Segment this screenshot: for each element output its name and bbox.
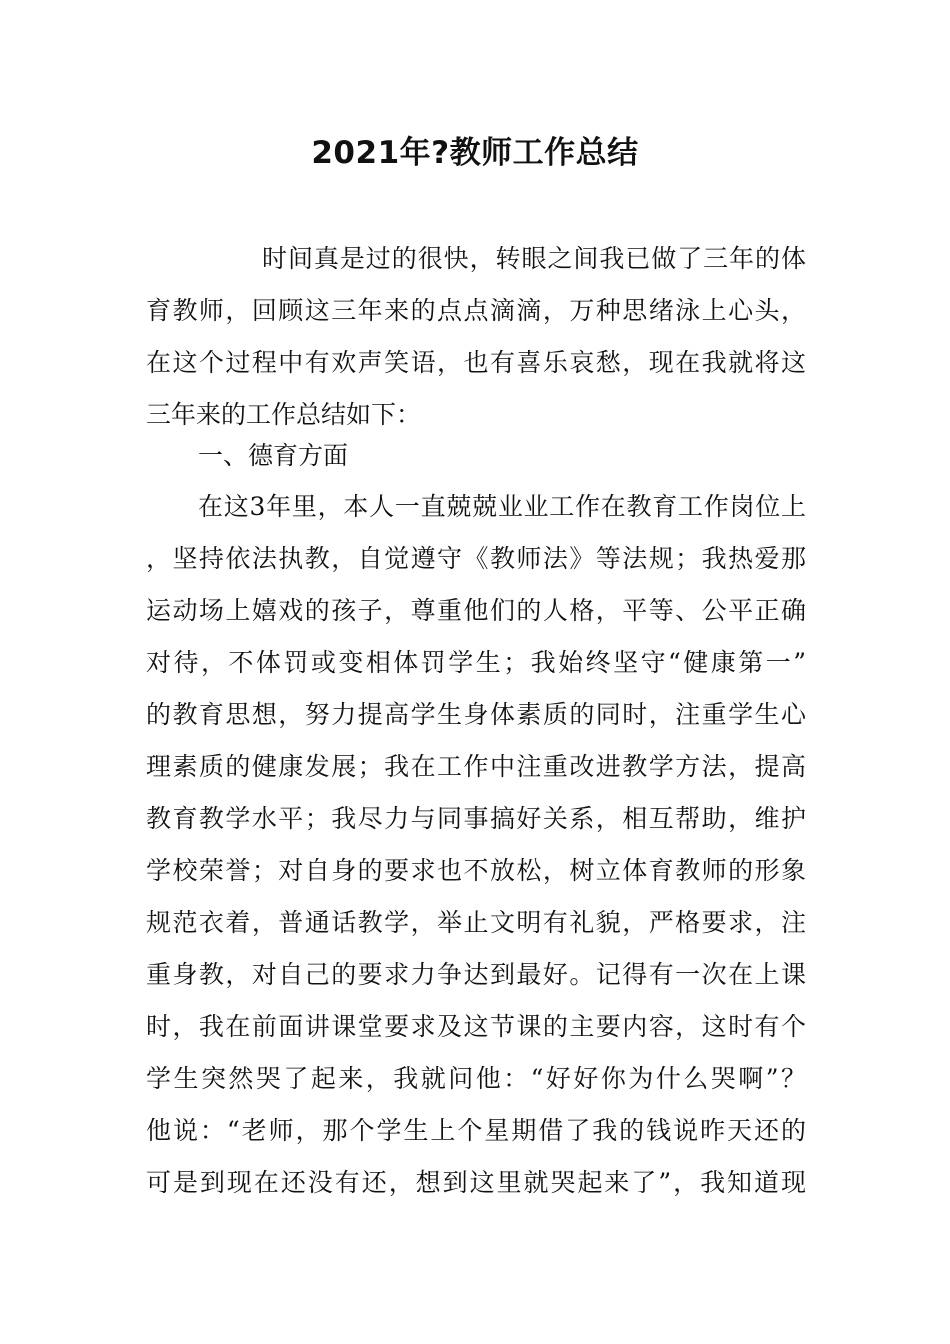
paragraph-line: 重身教，对自己的要求力争达到最好。记得有一次在上课: [146, 960, 806, 989]
paragraph-line: 规范衣着，普通话教学，举止文明有礼貌，严格要求，注: [146, 908, 806, 937]
paragraph-line: 理素质的健康发展；我在工作中注重改进教学方法，提高: [146, 752, 806, 781]
document-title: 2021年?教师工作总结: [311, 135, 639, 171]
paragraph-line: 时间真是过的很快，转眼之间我已做了三年的体: [262, 244, 806, 273]
section-heading: 一、德育方面: [198, 441, 349, 470]
paragraph-line: 运动场上嬉戏的孩子，尊重他们的人格，平等、公平正确: [146, 596, 806, 625]
paragraph-line: ，坚持依法执教，自觉遵守《教师法》等法规；我热爱那: [146, 544, 806, 573]
paragraph-line: 可是到现在还没有还，想到这里就哭起来了”，我知道现: [146, 1168, 806, 1197]
paragraph-line: 他说：“老师，那个学生上个星期借了我的钱说昨天还的: [146, 1116, 806, 1145]
paragraph-line: 在这3年里，本人一直兢兢业业工作在教育工作岗位上: [198, 492, 806, 521]
paragraph-line: 对待，不体罚或变相体罚学生；我始终坚守“健康第一”: [146, 648, 806, 677]
paragraph-line: 教育教学水平；我尽力与同事搞好关系，相互帮助，维护: [146, 804, 806, 833]
paragraph-line: 学校荣誉；对自身的要求也不放松，树立体育教师的形象: [146, 856, 806, 885]
paragraph-line: 的教育思想，努力提高学生身体素质的同时，注重学生心: [146, 700, 806, 729]
paragraph-line: 在这个过程中有欢声笑语，也有喜乐哀愁，现在我就将这: [146, 348, 806, 377]
paragraph-line: 时，我在前面讲课堂要求及这节课的主要内容，这时有个: [146, 1012, 806, 1041]
paragraph-line: 三年来的工作总结如下：: [146, 400, 422, 429]
paragraph-line: 学生突然哭了起来，我就问他：“好好你为什么哭啊”？: [146, 1064, 806, 1093]
paragraph-line: 育教师，回顾这三年来的点点滴滴，万种思绪泳上心头，: [146, 296, 806, 325]
